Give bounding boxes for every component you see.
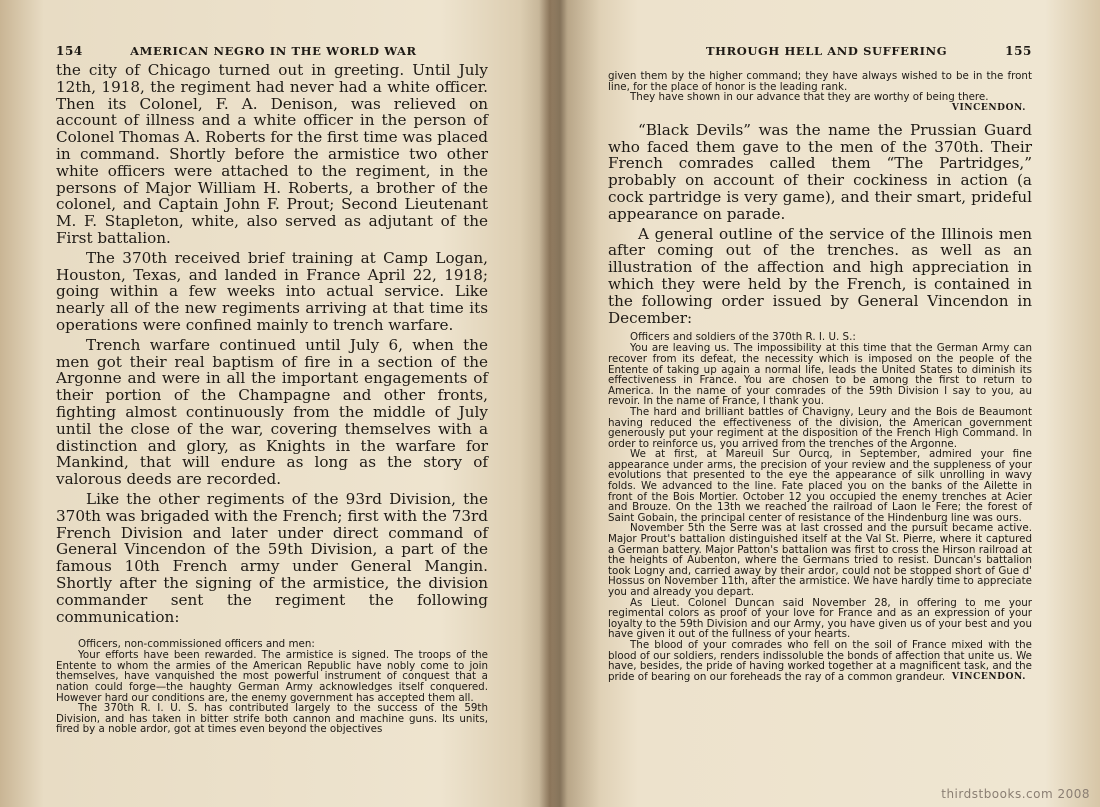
signature-vincendon-2: VINCENDON. bbox=[951, 672, 1026, 683]
right-letter-line-2: They have shown in our advance that they are worthy of being there. bbox=[630, 91, 989, 104]
right-order-paragraph-3: We at first, at Mareuil Sur Ourcq, in September, admired your fine appearance under arms, the precision of your review and the suppleness of your evolutions that presented to the eye the appearance of silk unrolling in wavy folds. We advanced to the line. Fate placed you on the banks of the Ailette in front of the Bois Mortier. October 12 you occupied the enemy trenches at Acier and Brouze. On the 13th we reached the railroad of Laon le Fere; the forest of Saint Gobain, the principal center of resistance of the Hindenburg line was ours. bbox=[608, 448, 1032, 524]
right-order-paragraph-6: The blood of your comrades who fell on the soil of France mixed with the blood of our soldiers, renders indissoluble the bonds of affection that unite us. We have, besides, the pride of having worked together at a magnificent task, and the pride of bearing on our foreheads the ray of a common grandeur. bbox=[608, 638, 1032, 683]
left-running-head: AMERICAN NEGRO IN THE WORLD WAR bbox=[130, 44, 417, 58]
right-page-number: 155 bbox=[1005, 44, 1032, 58]
left-letter-paragraph-2: The 370th R. I. U. S. has contributed largely to the success of the 59th Division, and has taken in bitter strife both cannon and machine guns. Its units, fired by a noble ardor, got at times even beyond the objectives bbox=[56, 702, 488, 736]
right-page-body bbox=[608, 71, 1032, 682]
left-paragraph-4: Like the other regiments of the 93rd Division, the 370th was brigaded with the French; first with the 73rd French Division and later under direct command of General Vincendon of the 59th Division, a part of the famous 10th French army under General Mangin. Shortly after the signing of the armistice, the division commander sent the regiment the following communication: bbox=[56, 489, 489, 626]
signature-vincendon-1: VINCENDON. bbox=[951, 102, 1026, 113]
right-letter-continuation: given them by the higher command; they have always wished to be in the front line, for the place of honor is the leading rank. bbox=[608, 70, 1032, 93]
left-paragraph-2: The 370th received brief training at Camp Logan, Houston, Texas, and landed in France April 22, 1918; going within a few weeks into actual service. Like nearly all of the new regiments arriving at that time its operations were confined mainly to trench warfare. bbox=[56, 248, 488, 334]
right-order-paragraph-5: As Lieut. Colonel Duncan said November 28, in offering to me your regimental colors as proof of your love for France and as an expression of your loyalty to the 59th Division and our Army, you have given us of your best and you have given it out of the fullness of your hearts. bbox=[608, 596, 1032, 641]
right-order-paragraph-2: The hard and brilliant battles of Chavigny, Leury and the Bois de Beaumont having reduced the effectiveness of the division, the American government generously put your regiment at the disposition of the French High Command. In order to reinforce us, you arrived from the trenches of the Argonne. bbox=[608, 405, 1032, 450]
right-running-head: THROUGH HELL AND SUFFERING bbox=[705, 44, 948, 58]
left-page-number: 154 bbox=[56, 44, 83, 58]
right-page-header bbox=[608, 44, 1032, 58]
left-page-body bbox=[56, 62, 488, 735]
right-paragraph-1: “Black Devils” was the name the Prussian Guard who faced them gave to the men of the 370th. Their French comrades called them “The Partridges,” probably on account of their cockiness in action (a cock partridge is very game), and their smart, prideful appearance on parade. bbox=[608, 120, 1032, 223]
right-order-salutation: Officers and soldiers of the 370th R. I. U. S.: bbox=[630, 331, 856, 344]
right-order-paragraph-4: November 5th the Serre was at last crossed and the pursuit became active. Major Prout's battalion distinguished itself at the Val St. Pierre, where it captured a German battery. Major Patton's battalion was first to cross the Hirson railroad at the heights of Aubenton, where the Germans tried to resist. Duncan's battalion took Logny and, carried away by their ardor, could not be stopped short of Gue d' Hossus on November 11th, after the armistice. We have hardly time to appreciate you and already you depart. bbox=[608, 522, 1032, 598]
left-letter-salutation: Officers, non-commissioned officers and men: bbox=[78, 638, 315, 651]
left-letter-paragraph-1: Your efforts have been rewarded. The armistice is signed. The troops of the Entente to whom the armies of the American Republic have nobly come to join themselves, have vanquished the most powerful instrument of conquest that a nation could forge—the haughty German Army acknowledges itself conquered. However hard our conditions are, the enemy government has accepted them all. bbox=[56, 649, 488, 704]
left-page-header bbox=[56, 44, 488, 58]
left-paragraph-1: the city of Chicago turned out in greeting. Until July 12th, 1918, the regiment had never had a white officer. Then its Colonel, F. A. Denison, was relieved on account of illness and a white officer in the person of Colonel Thomas A. Roberts for the first time was placed in command. Shortly before the armistice two other white officers were attached to the regiment, in the persons of Major William H. Roberts, a brother of the colonel, and Captain John F. Prout; Second Lieutenant M. F. Stapleton, white, also served as adjutant of the First battalion. bbox=[56, 61, 488, 247]
right-order-paragraph-1: You are leaving us. The impossibility at this time that the German Army can recover from its defeat, the necessity which is imposed on the people of the Entente of taking up again a normal life, leads the United States to diminish its effectiveness in France. You are chosen to be among the first to return to America. In the name of your comrades of the 59th Division I say to you, au revoir. In the name of France, I thank you. bbox=[608, 342, 1032, 408]
watermark-text: thirdstbooks.com 2008 bbox=[941, 787, 1090, 801]
left-paragraph-3: Trench warfare continued until July 6, when the men got their real baptism of fire in a section of the Argonne and were in all the important engagements of their portion of the Champagne and other fronts, fighting almost continuously from the middle of July until the close of the war, covering themselves with a distinction and glory, as Knights in the warfare for Mankind, that will endure as long as the story of valorous deeds are recorded. bbox=[56, 335, 488, 489]
right-paragraph-2: A general outline of the service of the Illinois men after coming out of the trenches. as well as an illustration of the affection and high appreciation in which they were held by the French, is contained in the following order issued by General Vincendon in December: bbox=[608, 224, 1032, 327]
